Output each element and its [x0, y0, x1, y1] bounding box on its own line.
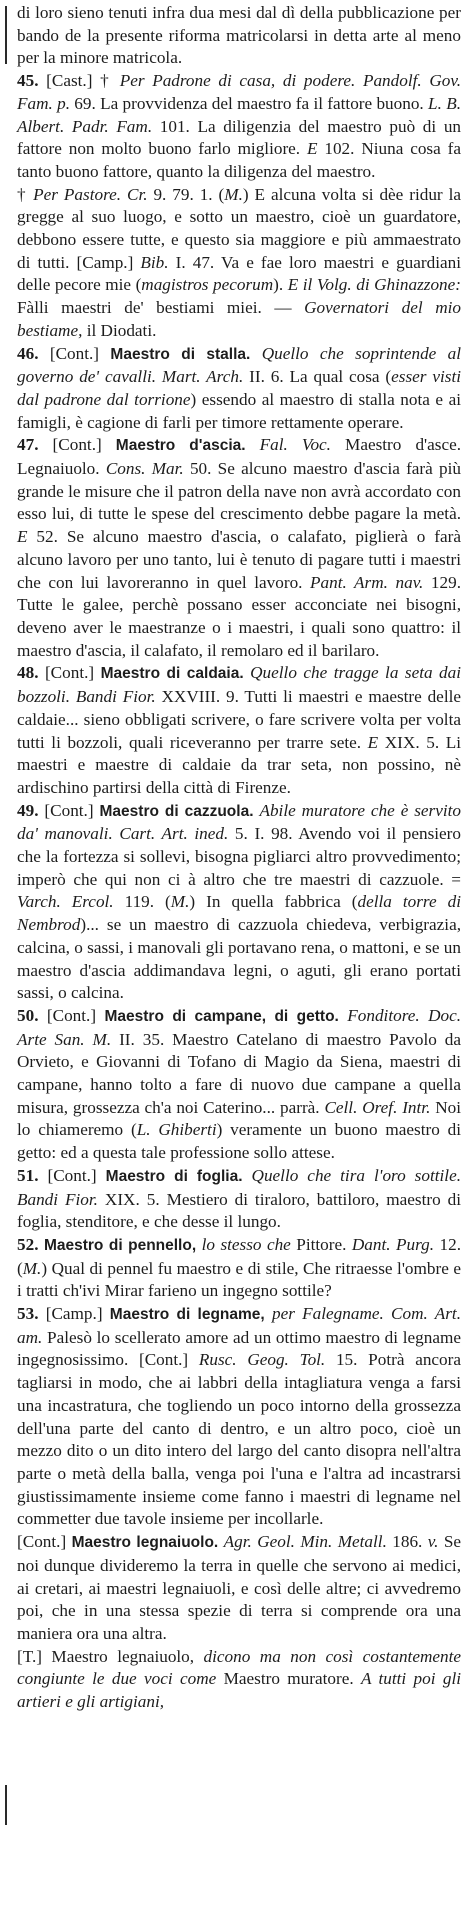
entry-note — [17, 1646, 461, 1714]
headword: Maestro di campane, di getto. — [104, 1007, 339, 1025]
italic-text: L. Ghiberti — [136, 1120, 217, 1140]
entry-45 — [17, 70, 461, 184]
body-text: II. 35. Maestro Catelano di maestro Pavolo da Orvieto, e Giovanni di Tofano di Magio da Siena, maestri di campane, hanno tolto a fare di nuovo due campane a quella misura, grossezza ch'a noi Caterino... parrà. — [17, 1029, 461, 1117]
body-text: 9. 79. 1. ( — [147, 184, 225, 204]
entry-49 — [17, 800, 461, 1005]
italic-text: M. — [170, 892, 190, 912]
body-text: ) veramente un buono maestro di getto: ed a questa tale professione sollo attese. — [17, 1120, 461, 1163]
entry-number: 47. — [17, 435, 39, 455]
entry-50 — [17, 1005, 461, 1165]
body-text — [250, 344, 261, 363]
entry-45-pastore — [17, 184, 461, 343]
italic-text: Agr. Geol. Min. Metall. — [223, 1532, 387, 1552]
entry-51 — [17, 1165, 461, 1234]
body-text: XIX. 5. Li maestri e maestre di caldaie da trar seta, non possino, nè ardischino partirsi della città di Firenze. — [17, 732, 461, 797]
entry-number: 52. — [17, 1234, 39, 1254]
body-text: [T.] Maestro legnaiuolo, — [17, 1646, 204, 1666]
headword: Maestro di foglia. — [105, 1167, 243, 1185]
italic-text: magistros pecorum — [141, 275, 274, 295]
body-text: 12. ( — [17, 1234, 462, 1278]
italic-text: E — [17, 527, 28, 547]
headword: Maestro legnaiuolo. — [71, 1534, 219, 1552]
italic-text: per Falegname. Com. Art. am. — [17, 1304, 462, 1347]
entry-number: 46. — [17, 343, 39, 363]
italic-text: Governatori del mio bestiame, — [17, 298, 461, 340]
body-text — [246, 435, 260, 454]
entry-number: 53. — [17, 1304, 39, 1324]
body-text: Noi lo chiameremo ( — [17, 1097, 461, 1140]
body-text: Palesò lo scellerato amore ad un ottimo maestro di legname ingegnosissimo. [Cont.] — [17, 1327, 461, 1370]
body-text: [Cont.] — [38, 663, 101, 683]
body-text: )... se un maestro di cazzuola chiedeva, verbigrazia, calcina, o sassi, i manovali gli portavano rena, o mattoni, e se un maestro d'ascia addimandava legni, o aguti, gli erano portati sassi, o calcina. — [17, 915, 461, 1003]
body-text: [Cont.] — [38, 1005, 105, 1025]
body-text: 186. — [386, 1532, 428, 1552]
body-text: [Cont.] — [38, 1165, 106, 1185]
margin-rule — [5, 6, 7, 64]
body-text: [Cast.] † — [38, 71, 120, 91]
italic-text: lo stesso che — [201, 1234, 291, 1254]
italic-text: Fal. Voc. — [259, 435, 331, 455]
body-text: ) essendo al maestro di stalla nota e ai famigli, è cagione di farli per timore rettamente operare. — [17, 389, 461, 432]
italic-text: M. — [22, 1258, 42, 1278]
italic-text: dicono ma non così costantemente congiunte le due voci come — [17, 1646, 461, 1689]
body-text: Fàlli maestri de' bestiami miei. — — [17, 298, 305, 318]
headword: Maestro di legname, — [109, 1306, 265, 1324]
italic-text: Varch. Ercol. — [17, 892, 114, 912]
body-text: [Cont.] — [17, 1532, 72, 1552]
body-text: [Cont.] — [38, 800, 100, 820]
italic-text: Per Padrone di casa, di podere. Pandolf. Gov. Fam. p. — [17, 71, 461, 113]
body-text: 101. La diligenzia del maestro può di un fattore non molto buono farlo migliore. — [17, 116, 462, 159]
body-text: [Cont.] — [38, 435, 116, 455]
italic-text: Dant. Purg. — [351, 1234, 435, 1254]
body-text: II. 6. La qual cosa ( — [243, 367, 392, 387]
body-text: 5. I. 98. Avendo voi il pensiero che la fortezza si sollevi, bisogna pigliarci altro provvedimento; imperò che qui non ci à altro che tre maestri di cazzuole. = — [17, 824, 461, 889]
italic-text: E il Volg. di Ghinazzone: — [287, 275, 462, 295]
italic-text: Abile muratore che è servito da' manovali. Cart. Art. ined. — [17, 800, 462, 844]
body-text — [265, 1304, 272, 1323]
italic-text: Per Pastore. Cr. — [33, 184, 148, 204]
italic-text: Cell. Oref. Intr. — [324, 1097, 431, 1117]
entry-legnaiuolo — [17, 1531, 461, 1646]
body-text: 102. Niuna cosa fa tanto buono fattore, quanto la diligenza del maestro. — [17, 139, 461, 181]
italic-text: M. — [224, 184, 243, 204]
body-text: XXVIII. 9. Tutti li maestri e maestre delle caldaie... sieno obbligati scrivere, o fare scrivere volta per volta tutti li bozzoli, quali riceveranno per trarre sete. — [17, 687, 461, 752]
headword: Maestro di stalla. — [110, 345, 251, 363]
body-text: ) E alcuna volta si dèe ridur la gregge al suo luogo, e sotto un maestro, cioè un guardatore, debbono essere tutte, e questo sia maggiore e più ammaestrato di tutti. [Camp.] — [17, 184, 461, 272]
body-text: 15. Potrà ancora tagliarsi in modo, che ai labbri della intagliatura venga a farsi una incastratura, che togliendo un poco intorno della grossezza dell'una parte del canto di dentro, e un altro poco, cioè un mezzo dito o un dito intero del largo del canto disopra nell'altra parte o metà della balla, venga poi l'una e l'altra ad incastrarsi giustissimamente insieme come fanno i maestri di legname nel commetter due tavole insieme per incollarle. — [17, 1350, 461, 1529]
headword: Maestro di pennello, — [43, 1236, 197, 1254]
entry-number: 48. — [17, 663, 39, 683]
entry-48 — [17, 662, 461, 799]
italic-text: Quello che soprintende al governo de' cavalli. Mart. Arch. — [17, 343, 462, 387]
body-text — [243, 1166, 252, 1185]
body-text: 129. Tutte le galee, perchè possano esser acconciate nei bisogni, deveno aver le maestranze o i maestri, i quali sono quattro: il maestro d'ascia, il calafato, il remolaro ed il barilaro. — [17, 572, 462, 660]
entry-number: 49. — [17, 800, 39, 820]
italic-text: Rusc. Geog. Tol. — [198, 1350, 326, 1370]
body-text: 50. Se alcuno maestro d'ascia farà più grande le misure che il patron della nave non avrà accordato con esso lui, di tutte le spese del crescimento debbe pagare la metà. — [17, 459, 461, 524]
italic-text: A tutti poi gli artieri e gli artigiani, — [17, 1669, 462, 1712]
entry-number: 45. — [17, 71, 39, 91]
body-text: † — [17, 184, 34, 204]
body-text: 119. ( — [113, 892, 171, 912]
body-text: ) In quella fabbrica ( — [189, 892, 358, 912]
body-text: ). — [273, 275, 288, 295]
italic-text: della torre di Nembrod — [17, 892, 461, 935]
italic-text: Bib. — [140, 252, 169, 272]
italic-text: Pant. Arm. nav. — [310, 572, 424, 592]
body-text: il Diodati. — [82, 320, 157, 340]
italic-text: Quello che tira l'oro sottile. Bandi Fior. — [17, 1165, 461, 1209]
headword: Maestro di cazzuola. — [99, 802, 254, 820]
italic-text: Cons. Mar. — [105, 459, 184, 479]
entry-number: 51. — [17, 1165, 39, 1185]
italic-text: Fonditore. Doc. Arte San. M. — [17, 1005, 462, 1049]
entry-52 — [17, 1234, 461, 1303]
body-text: Maestro muratore. — [216, 1669, 361, 1689]
body-text: di loro sieno tenuti infra dua mesi dal dì della pubblicazione per bando de la presente riforma matricolarsi in detta arte al meno per la minore matricola. — [17, 3, 461, 68]
entry-46 — [17, 343, 461, 435]
headword: Maestro di caldaia. — [100, 665, 244, 683]
italic-text: v. — [427, 1532, 439, 1552]
body-text: 52. Se alcuno maestro d'ascia, o calafato, piglierà o farà alcuno lavoro per uno tanto, lui è tenuto di pagare tutti i maestri che con lui lavoreranno in quel lavoro. — [17, 527, 461, 592]
body-text: [Camp.] — [38, 1304, 110, 1324]
entry-continuation — [17, 2, 461, 70]
italic-text: E — [306, 139, 318, 159]
italic-text: L. B. Albert. Padr. Fam. — [17, 93, 461, 136]
headword: Maestro d'ascia. — [115, 437, 246, 455]
body-text: Pittore. — [290, 1234, 352, 1254]
body-text: 69. La provvidenza del maestro fa il fattore buono. — [70, 93, 429, 113]
entry-number: 50. — [17, 1005, 39, 1025]
body-text: I. 47. Va e fae loro maestri e guardiani delle pecore mie ( — [17, 252, 461, 295]
body-text: ) Qual di pennel fu maestro e di stile, Che ritraesse l'ombre e i tratti ch'ivi Mirar farieno un ingegno sottile? — [17, 1258, 461, 1301]
body-text: Maestro d'asce. Legnaiuolo. — [17, 435, 462, 479]
body-text — [339, 1006, 347, 1025]
italic-text: esser visti dal padrone dal torrione — [17, 367, 462, 409]
body-text: [Cont.] — [38, 343, 111, 363]
body-text: Se noi dunque divideremo la terra in quelle che servono ai medici, ai cretari, ai maestri legnaiuoli, e così delle altre; ci avvedremo poi, che in una stessa spezie di terra si comprende ora una maniera ora una altra. — [17, 1532, 462, 1643]
body-text: XIX. 5. Mestiero di tiraloro, battiloro, maestro di foglia, stenditore, e che desse il lungo. — [17, 1189, 461, 1232]
italic-text: Quello che tragge la seta dai bozzoli. Bandi Fior. — [17, 663, 462, 707]
margin-rule — [5, 1785, 7, 1825]
entry-53 — [17, 1303, 461, 1531]
italic-text: E — [367, 732, 379, 752]
entry-47 — [17, 434, 461, 662]
